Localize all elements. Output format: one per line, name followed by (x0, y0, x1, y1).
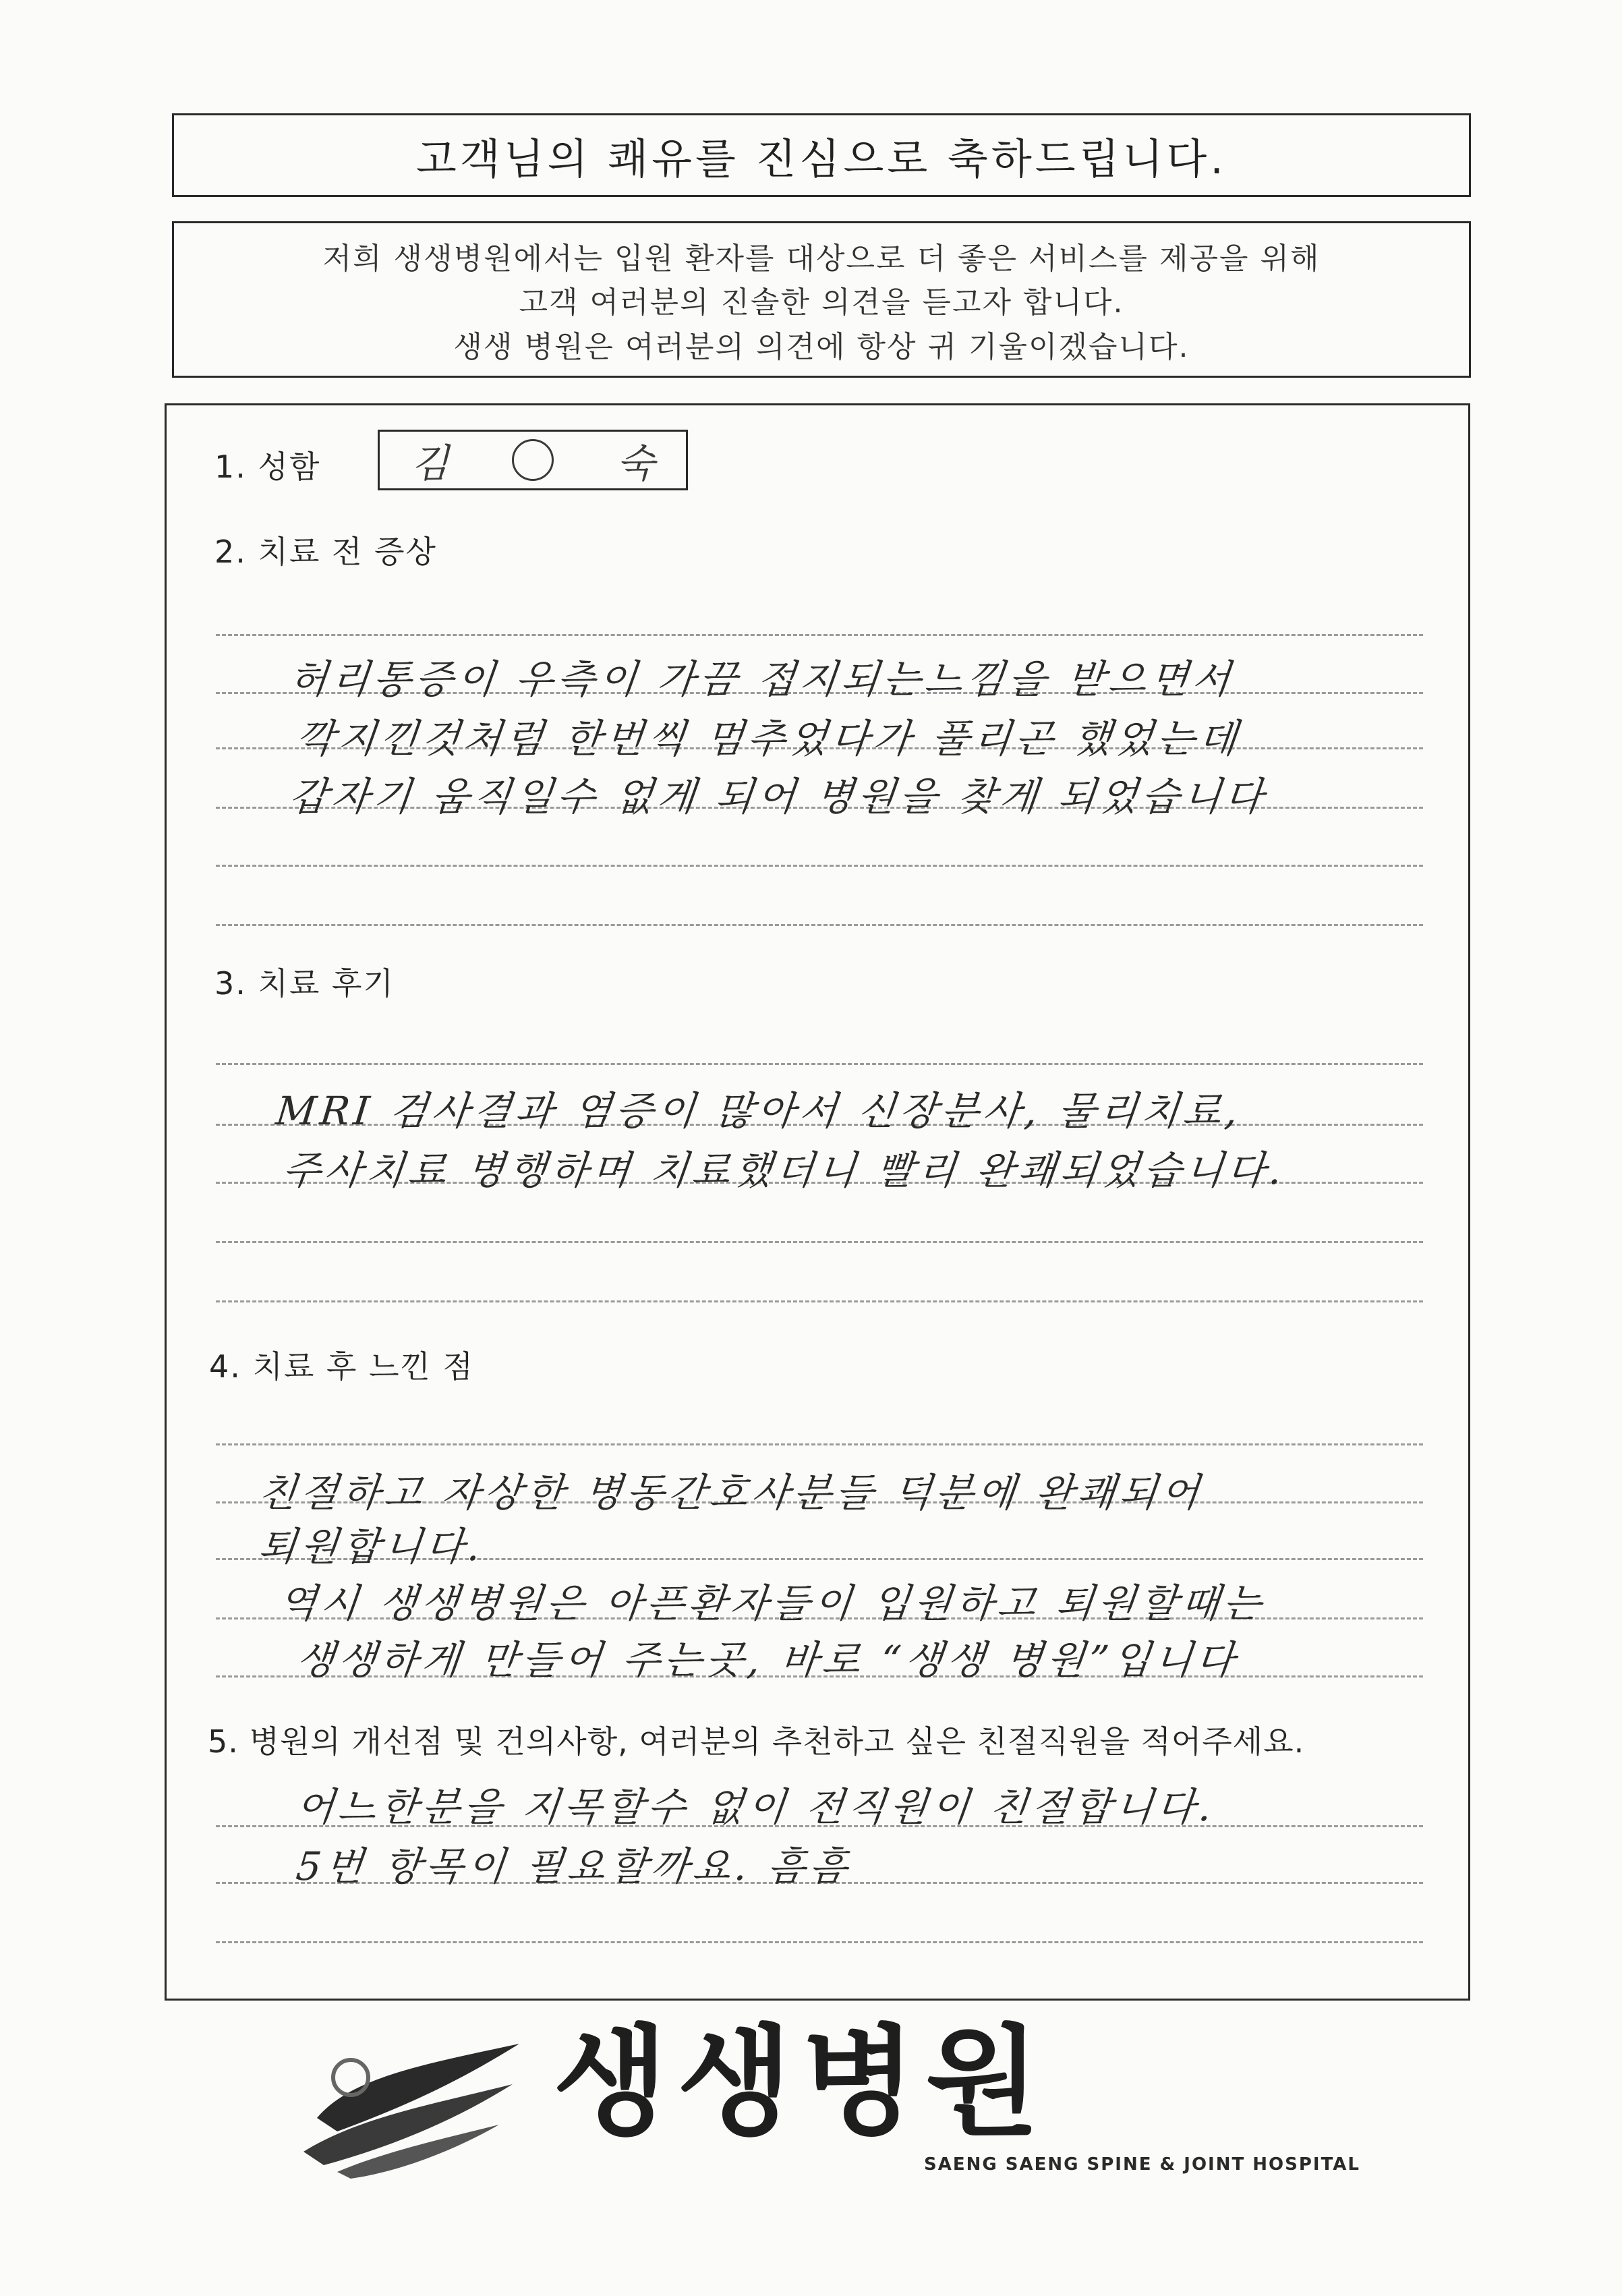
answer-line (216, 924, 1423, 926)
q3-answer-line-2: 주사치료 병행하며 치료했더니 빨리 완쾌되었습니다. (280, 1147, 1288, 1193)
q4-answer-line-4: 생생하게 만들어 주는곳, 바로 “생생 병원”입니다 (293, 1637, 1241, 1683)
name-first-char: 김 (411, 440, 449, 486)
hospital-logo (297, 2013, 1360, 2185)
answer-line (216, 1063, 1423, 1065)
intro-box (172, 221, 1471, 378)
q2-answer-line-2: 깍지낀것처럼 한번씩 멈추었다가 풀리곤 했었는데 (293, 716, 1244, 762)
name-last-char: 숙 (616, 440, 655, 486)
intro-line-2: 고객 여러분의 진솔한 의견을 듣고자 합니다. (519, 285, 1124, 320)
q2-label: 2. 치료 전 증상 (214, 534, 437, 570)
intro-line-3: 생생 병원은 여러분의 의견에 항상 귀 기울이겠습니다. (453, 329, 1190, 364)
answer-line (216, 1241, 1423, 1243)
answer-line (216, 634, 1423, 636)
q2-answer-line-3: 갑자기 움직일수 없게 되어 병원을 찾게 되었습니다 (287, 774, 1270, 820)
logo-wordmark: 생생병원 (553, 2013, 1050, 2152)
q3-label: 3. 치료 후기 (214, 965, 395, 1002)
page-title: 고객님의 쾌유를 진심으로 축하드립니다. (416, 134, 1227, 183)
answer-line (216, 865, 1423, 867)
q5-answer-line-2: 5번 항목이 필요할까요. 흠흠 (293, 1843, 855, 1889)
q4-answer-line-3: 역시 생생병원은 아픈환자들이 입원하고 퇴원할때는 (276, 1580, 1268, 1626)
title-box (172, 113, 1471, 197)
name-mask-circle (512, 439, 554, 481)
name-field[interactable] (378, 430, 688, 490)
q5-answer-line-1: 어느한분을 지목할수 없이 전직원이 친절합니다. (293, 1784, 1218, 1830)
answer-line (216, 1941, 1423, 1943)
q4-answer-line-2: 퇴원합니다. (256, 1524, 487, 1570)
logo-subtitle: SAENG SAENG SPINE & JOINT HOSPITAL (924, 2154, 1360, 2175)
q5-label: 5. 병원의 개선점 및 건의사항, 여러분의 추천하고 싶은 친절직원을 적어주세요. (208, 1723, 1305, 1760)
q2-answer-line-1: 허리통증이 우측이 가끔 접지되는느낌을 받으면서 (287, 656, 1237, 702)
q4-answer-line-1: 친절하고 자상한 병동간호사분들 덕분에 완쾌되어 (256, 1470, 1206, 1516)
q1-label: 1. 성함 (214, 449, 321, 485)
answer-line (216, 1443, 1423, 1445)
q3-answer-line-1: MRI 검사결과 염증이 많아서 신장분사, 물리치료, (273, 1088, 1244, 1134)
answer-line (216, 1300, 1423, 1302)
intro-line-1: 저희 생생병원에서는 입원 환자를 대상으로 더 좋은 서비스를 제공을 위해 (322, 241, 1321, 276)
leaf-swoosh-icon (297, 2037, 526, 2179)
q4-label: 4. 치료 후 느낀 점 (209, 1348, 474, 1385)
